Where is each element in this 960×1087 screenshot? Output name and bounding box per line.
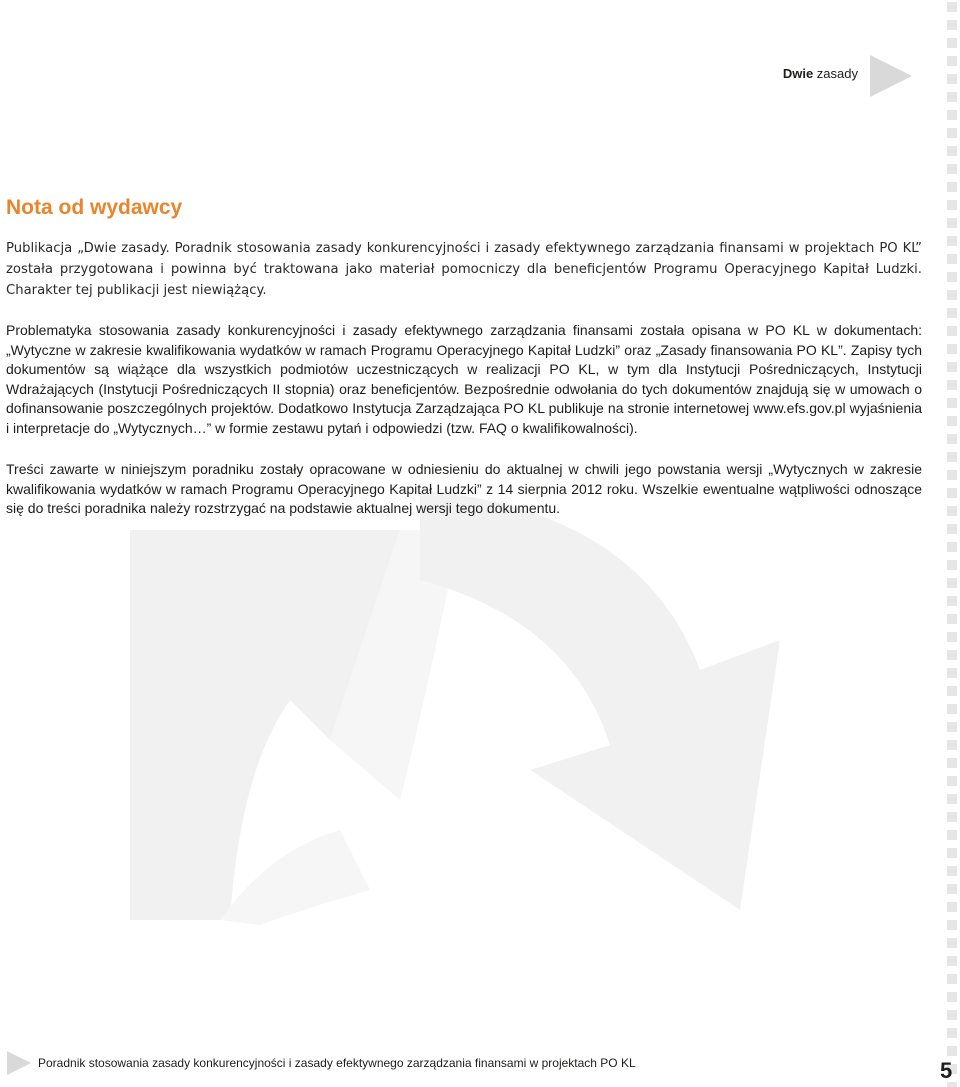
watermark-arrows-icon [100, 470, 800, 930]
paragraph-intro: Publikacja „Dwie zasady. Poradnik stosowania zasady konkurencyjności i zasady efektywnego zarządzania finansami w projektach PO KL” została przygotowana i powinna być traktowana jako materiał pomocniczy dla beneficjentów Programu Operacyjnego Kapitał Ludzki. Charakter tej publikacji jest niewiążący. [6, 241, 922, 298]
play-arrow-icon [868, 53, 914, 99]
page-title: Nota od wydawcy [6, 196, 183, 219]
side-square-strip [946, 0, 958, 1087]
paragraph-guidelines: Treści zawarte w niniejszym poradniku zostały opracowane w odniesieniu do aktualnej w chwili jego powstania wersji „Wytycznych w zakresie kwalifikowania wydatków w ramach Programu Operacyjnego Kapitał Ludzki” z 14 sierpnia 2012 roku. Wszelkie ewentualne wątpliwości odnoszące się do treści poradnika należy rozstrzygać na podstawie aktualnej wersji tego dokumentu. [6, 461, 922, 516]
header-label-bold: Dwie [782, 66, 814, 81]
header-label-rest: zasady [813, 66, 858, 81]
footer-arrow-icon [6, 1050, 32, 1076]
footer-text: Poradnik stosowania zasady konkurencyjności i zasady efektywnego zarządzania finansami w projektach PO KL [38, 1056, 636, 1070]
paragraph-documents: Problematyka stosowania zasady konkurencyjności i zasady efektywnego zarządzania finansami została opisana w PO KL w dokumentach: „Wytyczne w zakresie kwalifikowania wydatków w ramach Programu Operacyjnego Kapitał Ludzki” oraz „Zasady finansowania PO KL”. Zapisy tych dokumentów są wiążące dla wszystkich podmiotów uczestniczących w realizacji PO KL, w tym dla Instytucji Pośredniczących, Instytucji Wdrażających (Instytucji Pośredniczących II stopnia) oraz beneficjentów. Bezpośrednie odwołania do tych dokumentów znajdują się w umowach o dofinansowanie poszczególnych projektów. Dodatkowo Instytucja Zarządzająca PO KL publikuje na stronie internetowej www.efs.gov.pl wyjaśnienia i interpretacje do „Wytycznych…” w formie zestawu pytań i odpowiedzi (tzw. FAQ o kwalifikowalności). [6, 322, 922, 436]
header-label [783, 66, 858, 81]
page-number: 5 [940, 1058, 953, 1083]
